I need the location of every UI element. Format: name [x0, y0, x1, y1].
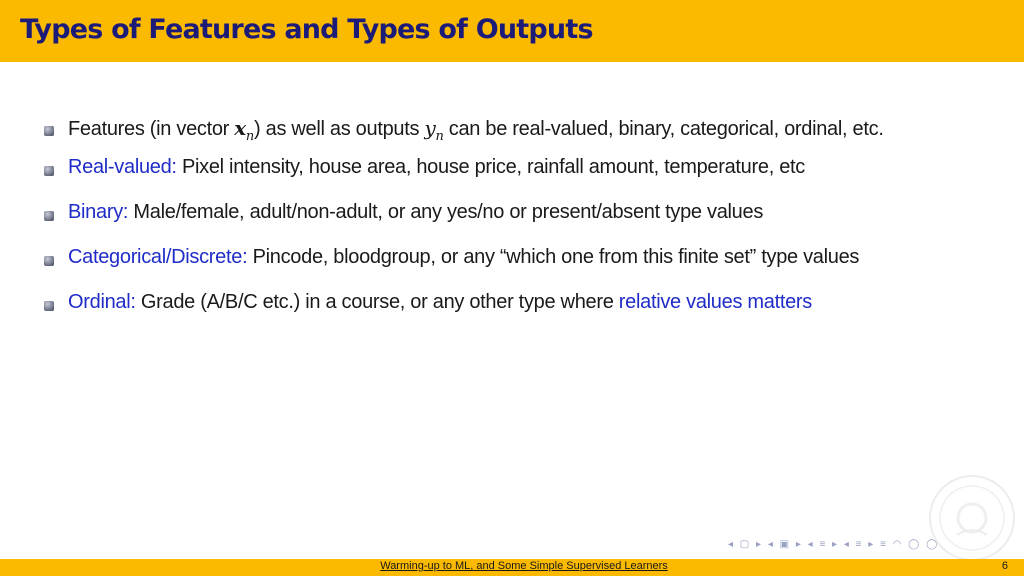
- text-real-valued: Pixel intensity, house area, house price, rainfall amount, temperature, etc: [181, 156, 805, 178]
- slide-title: Types of Features and Types of Outputs: [20, 14, 593, 45]
- label-ordinal: Ordinal:: [68, 291, 136, 313]
- label-real-valued: Real-valued:: [68, 156, 177, 178]
- bullet-icon: [44, 166, 54, 176]
- institute-seal-icon: [927, 473, 1017, 563]
- output-y: y: [424, 116, 436, 140]
- footer-bar: [0, 559, 1024, 576]
- bullet-icon: [44, 211, 54, 221]
- bullet-icon: [44, 301, 54, 311]
- bullet-intro-text: Features (in vector $x_n$) as well as outputs $y_n$ can be real-valued, binary, categorical, ordinal, etc.: [68, 116, 884, 144]
- bullet-icon: [44, 256, 54, 266]
- text-categorical: Pincode, bloodgroup, or any “which one from this finite set” type values: [252, 246, 860, 268]
- highlight-relative-values: relative values matters: [618, 291, 812, 313]
- nav-controls[interactable]: ◂ ▢ ▸ ◂ ▣ ▸ ◂ ≡ ▸ ◂ ≡ ▸ ≡ ◠ ◯ ◯: [728, 539, 940, 550]
- bullet-ordinal: [44, 291, 1004, 315]
- bullet-list: [44, 116, 1004, 336]
- bullet-real-valued: [44, 156, 1004, 180]
- bullet-categorical: [44, 246, 1004, 270]
- label-categorical: Categorical/Discrete:: [68, 246, 248, 268]
- page-number: 6: [1001, 560, 1008, 572]
- bullet-binary: [44, 201, 1004, 225]
- vector-x: x: [234, 116, 246, 140]
- footer-title[interactable]: Warming-up to ML, and Some Simple Supervised Learners: [380, 560, 668, 572]
- text-binary: Male/female, adult/non-adult, or any yes/no or present/absent type values: [133, 201, 764, 223]
- bullet-intro: [44, 116, 1004, 144]
- text-ordinal: Grade (A/B/C etc.) in a course, or any other type where: [140, 291, 614, 313]
- label-binary: Binary:: [68, 201, 129, 223]
- bullet-icon: [44, 126, 54, 136]
- title-bar: [0, 0, 1024, 62]
